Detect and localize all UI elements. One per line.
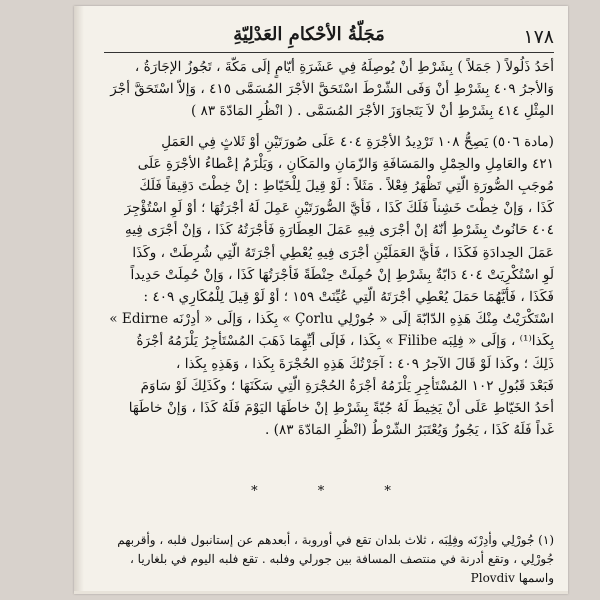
page-bottom-edge [74,591,568,594]
text-line: فَبَعْدَ قَبُولِ ١٠٢ المُسْتَأجِرِ يَلْزَمُهُ أجْرَةُ الحُجْرَةِ الّتِي سَكَنَهَا ؛ وكَذَلِكَ لَوْ سَاوَمَ [140,377,554,394]
footnote-line: واسمها Plovdiv [470,571,554,585]
page-number: ١٧٨ [523,26,554,48]
text-line: ٤٠٤ حَانُوتٌ بِشَرْطِ أنّهُ إنْ أجْرَى فِيهِ عَمَلَ العِطَارَةِ فَأجْرَتُهُ كَذَا ، وَإنْ أجْرَى فِيهِ [125,222,554,239]
text-line: (مادة ٥٠٦) يَصِحُّ ١٠٨ تَرْدِيدُ الأجْرَةِ ٤٠٤ عَلَى صُورَتَيْنِ أوْ ثَلاثٍ فِي العَمَلِ [161,133,554,150]
page-header [104,18,554,52]
book-page [74,6,568,594]
text-line: مُوجَبِ الصُّورَةِ الّتِي تَظْهَرُ فِعْلاً . مَثَلاً : لَوْ قِيلَ لِلْخَيّاطِ : إنْ خِطْتَ دَقِيقاً فَلَكَ [139,178,554,195]
text-line: اسْتَكْرَيْتُ مِنْكَ هَذِهِ الدّابّةَ إلَى « جُورْلِي Çorlu » بِكَذا ، وَإلَى « أدِرْنَه Edirne » [109,311,554,328]
text-line: المِثْلِ ٤١٤ بِشَرْطِ أنْ لاَ يَتَجاوَزَ الأجْرَ المُسَمَّى . ( انْظُرِ المَادّةَ ٨٣ ) [190,103,554,120]
footnote-line: جُورْلِي ، وتقع أدرنة في منتصف المسافة بين جورلي وفلبه . تقع فلبه اليوم في بلغاريا ، [129,552,554,566]
header-rule [104,52,554,53]
text-line: كَذَا ، وَإنْ خِطْتَ خَشِناً فَلَكَ كَذَا ، فَأيَّ الصُّورَتَيْنِ عَمِلَ لَهُ أجْرَتُهَا ؛ أوْ لَوِ اسْتُؤْجِرَ [124,200,554,217]
text-line: بِكَذا⁽¹⁾ ، وَإلَى « فِلِبَه Filibe » بِكَذا ، فَإلَى أيِّهِمَا ذَهَبَ المُسْتَأجِرُ يَلْزَمُهُ أجْرَةُ [136,333,554,350]
footnote-line: (١) جُورْلِي وأدِرْنَه وفِلِبَه ، ثلاث بلدان تقع في أوروبة ، أبعدهم عن إستانبول فلبه ، وأقربهم [117,533,554,547]
text-line: أحَدُ الخَيّاطِ عَلَى أنْ يَخِيطَ لَهُ جُبّةً بِشَرْطِ إنْ خاطَهَا اليَوْمَ فَلَهُ كَذَا ، وَإنْ خاطَهَا [128,400,554,417]
page-spine-shadow [74,6,84,594]
text-line: عَمَلَ الحِدادَةِ فَكَذَا ، فَأيَّ العَمَلَيْنِ أجْرَى فِيهِ يُعْطِي أجْرَتَهُ الّتِي شُرِطَتْ ، وكَذَا [132,244,554,261]
footnote [104,531,554,588]
main-text [104,56,554,443]
running-title: مَجَلّةُ الأحْكامِ العَدْلِيّةِ [233,24,385,45]
text-line: وَالأجرُ ٤٠٩ بِشَرْطِ أنْ وَفَى الشّرْطَ اسْتَحَقَّ الأجْرَ المُسَمَّى ٤١٥ ، وَإلاّ اسْتَحَقَّ أجْرَ [110,81,554,98]
text-line: فَكَذَا ، فَأيَّهُمَا حَمَلَ يُعْطِي أجْرَتَهُ الّتِي عُيِّنَتْ ١٥٩ ؛ أوْ لَوْ قِيلَ لِلْمُكَارِي ٤٠٩ : [143,289,554,306]
text-line: ٤٢١ والعَامِلِ والحِمْلِ والمَسَافَةِ وَالزّمَانِ والمَكَانِ ، وَيَلْزَمُ إعْطاءُ الأجْرَةِ عَلَى [137,155,554,172]
paragraph-1 [104,56,554,123]
text-line: أحَدُ ذَلُولاً ( جَمَلاً ) بِشَرْطِ أنْ يُوصِلَهُ فِي عَشَرَةِ أيّامٍ إلَى مَكّةَ ، تَجُوزُ الإجَارَةُ ، [134,59,554,75]
text-line: غَداً فَلَهُ كَذَا ، يَجُوزُ وَيُعْتَبَرُ الشّرْطُ (انْظُرِ المَادّةَ ٨٣) . [264,422,554,439]
section-separator: * * * [251,484,419,499]
paragraph-2-article-506 [104,131,554,442]
text-line: ذَلِكَ ؛ وكَذا لَوْ قَالَ الآجرُ ٤٠٩ : آجَرْتُكَ هَذِهِ الحُجْرَةَ بِكَذا ، وَهَذِهِ بِكَذا ، [176,355,554,372]
text-line: لَوِ اسْتُكْرِيَتْ ٤٠٤ دَابّةٌ بِشَرْطِ إنْ حُمِلَتْ حِنْطَةً فَأجْرَتُهَا كَذَا ، وَإنْ حُمِلَتْ حَدِيداً [130,266,554,283]
